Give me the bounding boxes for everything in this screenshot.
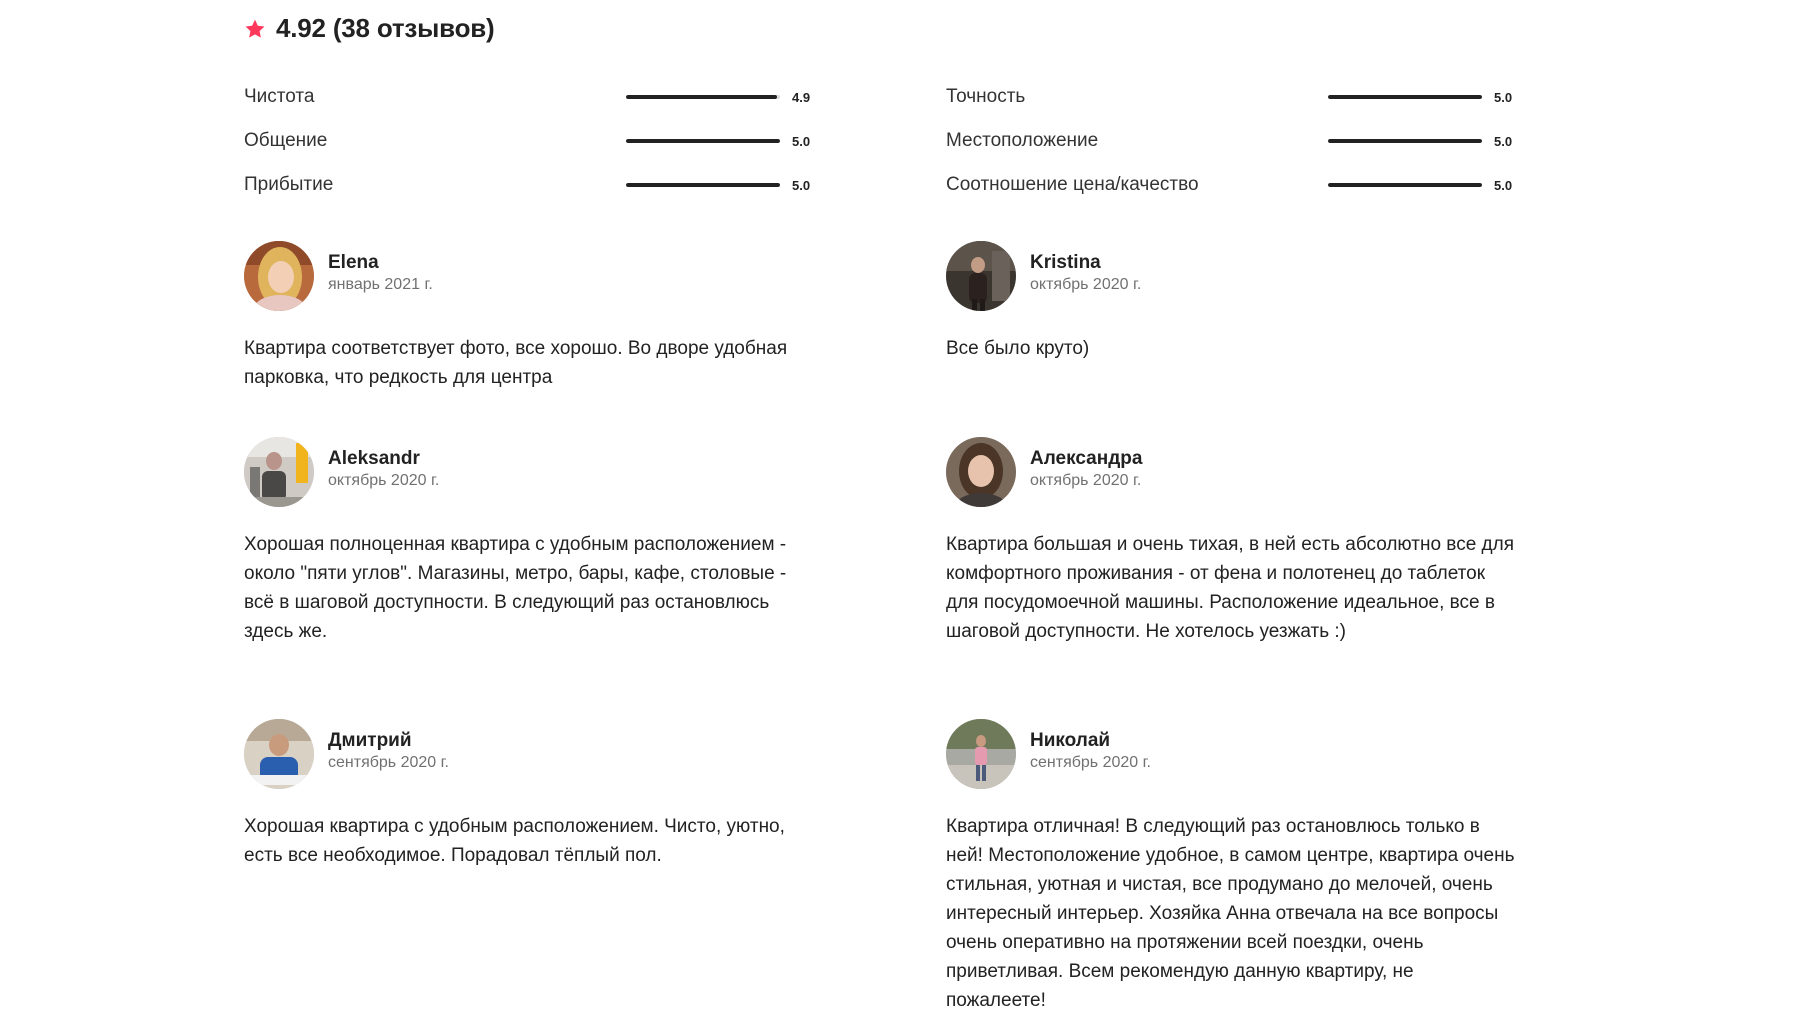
reviewer-name[interactable]: Дмитрий xyxy=(328,730,412,751)
category-ratings xyxy=(244,75,1514,215)
rating-row-communication xyxy=(244,119,814,163)
rating-value: 5.0 xyxy=(792,177,811,193)
reviews-list xyxy=(244,240,1554,1011)
rating-bar xyxy=(1328,183,1482,187)
rating-value: 5.0 xyxy=(1494,177,1513,193)
avatar-man-blue-shirt-icon xyxy=(244,719,314,789)
avatar-man-street-icon xyxy=(244,437,314,507)
avatar[interactable] xyxy=(244,719,314,789)
review-header xyxy=(946,436,1536,508)
rating-label: Общение xyxy=(244,130,328,151)
review-text: Все было круто) xyxy=(946,338,1090,359)
rating-value: 5.0 xyxy=(1494,89,1513,105)
review-text: Хорошая квартира с удобным расположением. Чисто, уютно, есть все необходимое. Порадовал тёплый пол. xyxy=(244,816,785,866)
ratings-right-column xyxy=(946,75,1516,207)
review-text: Квартира большая и очень тихая, в ней есть абсолютно все для комфортного проживания - от фена и полотенец до таблеток для посудомоечной машины. Расположение идеальное, все в шаговой доступности. Не хотелось уезжать :) xyxy=(946,534,1514,642)
rating-bar xyxy=(1328,139,1482,143)
review-card xyxy=(244,436,834,646)
avatar-woman-blonde-icon xyxy=(244,241,314,311)
review-header xyxy=(946,718,1536,790)
rating-row-location xyxy=(946,119,1516,163)
reviewer-name[interactable]: Aleksandr xyxy=(328,448,420,469)
rating-row-checkin xyxy=(244,163,814,207)
review-card xyxy=(946,436,1536,646)
rating-bar-fill xyxy=(1328,183,1482,187)
reviewer-name[interactable]: Elena xyxy=(328,252,379,273)
avatar-woman-brunette-icon xyxy=(946,437,1016,507)
rating-label: Прибытие xyxy=(244,174,334,195)
review-header xyxy=(244,436,834,508)
review-date: январь 2021 г. xyxy=(328,276,433,293)
review-card xyxy=(244,240,834,392)
reviewer-name[interactable]: Kristina xyxy=(1030,252,1101,273)
review-date: октябрь 2020 г. xyxy=(1030,472,1142,489)
avatar[interactable] xyxy=(946,719,1016,789)
reviewer-name[interactable]: Александра xyxy=(1030,448,1143,469)
review-text: Хорошая полноценная квартира с удобным расположением - около "пяти углов". Магазины, метро, бары, кафе, столовые - всё в шаговой доступности. В следующий раз остановлюсь здесь же. xyxy=(244,534,787,642)
avatar[interactable] xyxy=(244,437,314,507)
rating-label: Местоположение xyxy=(946,130,1099,151)
review-card xyxy=(244,718,834,870)
review-text: Квартира отличная! В следующий раз остановлюсь только в ней! Местоположение удобное, в самом центре, квартира очень стильная, уютная и чистая, все продумано до мелочей, очень интересный интерьер. Хозяйка Анна отвечала на все вопросы очень оперативно на протяжении всей поездки, очень приветливая. Всем рекомендую данную квартиру, не пожалеете! xyxy=(946,816,1515,1011)
rating-label: Чистота xyxy=(244,86,315,107)
rating-bar-fill xyxy=(626,95,777,99)
avatar[interactable] xyxy=(946,437,1016,507)
review-header xyxy=(244,718,834,790)
avatar-man-outdoor-icon xyxy=(946,719,1016,789)
rating-value: 4.9 xyxy=(792,89,811,105)
rating-row-value xyxy=(946,163,1516,207)
rating-label: Точность xyxy=(946,86,1026,107)
review-date: сентябрь 2020 г. xyxy=(1030,754,1151,771)
star-icon xyxy=(244,16,266,38)
rating-bar xyxy=(626,183,780,187)
avatar-woman-dark-icon xyxy=(946,241,1016,311)
review-date: сентябрь 2020 г. xyxy=(328,754,449,771)
rating-summary-text: 4.92 (38 отзывов) xyxy=(276,12,495,43)
rating-value: 5.0 xyxy=(792,133,811,149)
review-text: Квартира соответствует фото, все хорошо. Во дворе удобная парковка, что редкость для центра xyxy=(244,338,788,388)
rating-label: Соотношение цена/качество xyxy=(946,174,1199,195)
rating-bar xyxy=(1328,95,1482,99)
rating-bar-fill xyxy=(1328,95,1482,99)
review-header xyxy=(244,240,834,312)
review-card xyxy=(946,240,1536,363)
rating-bar-fill xyxy=(626,183,780,187)
rating-row-accuracy xyxy=(946,75,1516,119)
review-header xyxy=(946,240,1536,312)
avatar[interactable] xyxy=(244,241,314,311)
rating-summary-header xyxy=(244,8,495,48)
avatar[interactable] xyxy=(946,241,1016,311)
rating-bar-fill xyxy=(1328,139,1482,143)
review-date: октябрь 2020 г. xyxy=(1030,276,1142,293)
review-card xyxy=(946,718,1536,1015)
review-date: октябрь 2020 г. xyxy=(328,472,440,489)
ratings-left-column xyxy=(244,75,814,207)
reviewer-name[interactable]: Николай xyxy=(1030,730,1111,751)
rating-bar xyxy=(626,95,780,99)
rating-bar xyxy=(626,139,780,143)
rating-row-cleanliness xyxy=(244,75,814,119)
rating-value: 5.0 xyxy=(1494,133,1513,149)
rating-bar-fill xyxy=(626,139,780,143)
